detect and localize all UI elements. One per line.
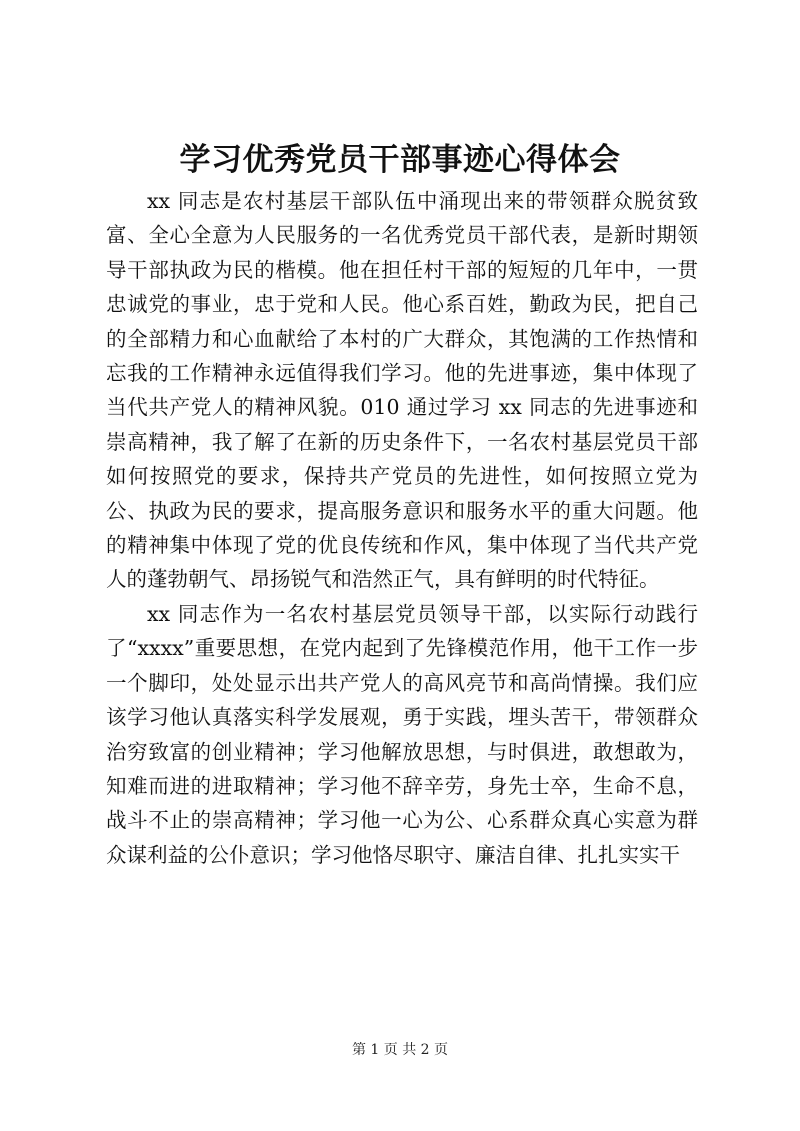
document-title: 学习优秀党员干部事迹心得体会 xyxy=(179,142,621,178)
page-footer: 第 1 页 共 2 页 xyxy=(351,1042,449,1058)
paragraph-2: xx 同志作为一名农村基层党员领导干部，以实际行动践行了“xxxx”重要思想，在党内起到了先锋模范作用，他干工作一步一个脚印，处处显示出共产党人的高风亮节和高尚情操。我们应该学习他认真落实科学发展观，勇于实践，埋头苦干，带领群众治穷致富的创业精神；学习他解放思想，与时俱进，敢想敢为，知难而进的进取精神；学习他不辞辛劳，身先士卒，生命不息，战斗不止的崇高精神；学习他一心为公、心系群众真心实意为群众谋利益的公仆意识；学习他恪尽职守、廉洁自律、扎扎实实干 xyxy=(106,601,698,867)
document-body xyxy=(106,184,698,872)
paragraph-1: xx 同志是农村基层干部队伍中涌现出来的带领群众脱贫致富、全心全意为人民服务的一名优秀党员干部代表，是新时期领导干部执政为民的楷模。他在担任村干部的短短的几年中，一贯忠诚党的事业，忠于党和人民。他心系百姓，勤政为民，把自己的全部精力和心血献给了本村的广大群众，其饱满的工作热情和忘我的工作精神永远值得我们学习。他的先进事迹，集中体现了当代共产党人的精神风貌。010 通过学习 xx 同志的先进事迹和崇高精神，我了解了在新的历史条件下，一名农村基层党员干部如何按照党的要求，保持共产党员的先进性，如何按照立党为公、执政为民的要求，提高服务意识和服务水平的重大问题。他的精神集中体现了党的优良传统和作风，集中体现了当代共产党人的蓬勃朝气、昂扬锐气和浩然正气，具有鲜明的时代特征。 xyxy=(106,189,698,592)
